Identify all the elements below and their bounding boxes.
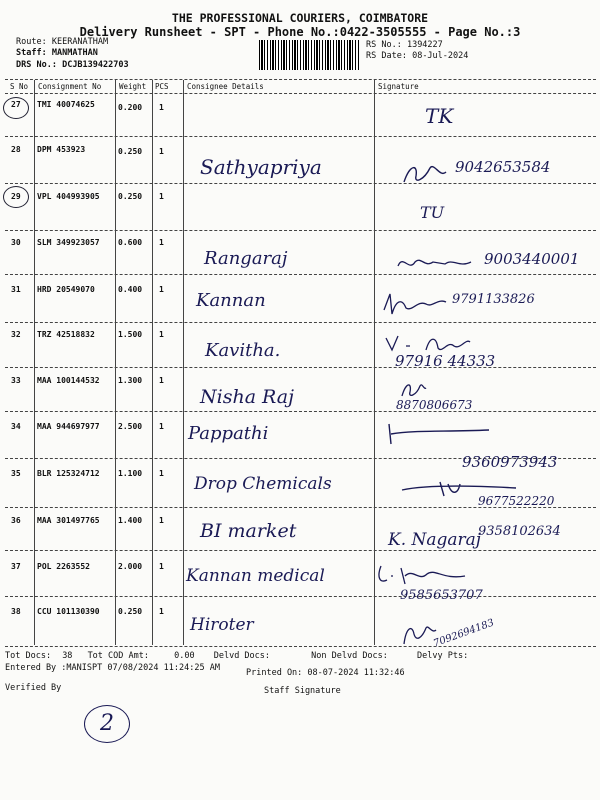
column-divider xyxy=(34,80,35,645)
row-weight: 1.300 xyxy=(118,376,143,385)
row-consignee: Rangaraj xyxy=(204,248,288,269)
row-consignee: Pappathi xyxy=(188,423,269,444)
row-signature: 9791133826 xyxy=(452,292,535,307)
row-weight: 0.600 xyxy=(118,238,143,247)
row-sno: 27 xyxy=(11,100,21,109)
drs-line xyxy=(16,60,129,70)
row-pcs: 1 xyxy=(159,330,164,339)
delvd-docs-label: Delvd Docs: xyxy=(213,651,271,661)
row-signature: TK xyxy=(425,104,454,128)
row-divider xyxy=(5,367,596,368)
row-pcs: 1 xyxy=(159,376,164,385)
col-header-consignee: Consignee Details xyxy=(187,82,264,91)
row-sno: 29 xyxy=(11,192,21,201)
column-divider xyxy=(183,80,184,645)
row-signature: 9585653707 xyxy=(400,588,483,603)
signature-scribble xyxy=(395,252,475,274)
row-sno: 34 xyxy=(11,422,21,431)
row-sno: 28 xyxy=(11,145,21,154)
row-divider xyxy=(5,596,596,597)
row-weight: 2.000 xyxy=(118,562,143,571)
row-pcs: 1 xyxy=(159,238,164,247)
rs-date-label: RS Date: xyxy=(366,51,407,61)
row-signature: K. Nagaraj xyxy=(388,530,482,550)
col-header-weight: Weight xyxy=(119,82,147,91)
row-weight: 0.400 xyxy=(118,285,143,294)
row-pcs: 1 xyxy=(159,516,164,525)
col-header-signature: Signature xyxy=(378,82,419,91)
verified-by: Verified By xyxy=(5,683,62,693)
row-sno: 31 xyxy=(11,285,21,294)
signature-scribble xyxy=(380,290,450,320)
table-header-rule xyxy=(5,93,596,94)
row-pcs: 1 xyxy=(159,607,164,616)
row-consignee: Hiroter xyxy=(190,615,254,635)
handwritten-number: 2 xyxy=(100,711,114,736)
row-sno: 37 xyxy=(11,562,21,571)
row-pcs: 1 xyxy=(159,469,164,478)
route-value: KEERANATHAM xyxy=(51,37,109,47)
row-divider xyxy=(5,230,596,231)
row-pcs: 1 xyxy=(159,285,164,294)
tot-cod-value: 0.00 xyxy=(174,651,195,661)
row-signature: TU xyxy=(420,203,445,222)
table-top-rule xyxy=(5,79,596,80)
rs-no-value: 1394227 xyxy=(406,40,443,50)
row-weight: 1.400 xyxy=(118,516,143,525)
rs-date-line xyxy=(366,51,468,61)
row-divider xyxy=(5,411,596,412)
row-pcs: 1 xyxy=(159,147,164,156)
signature-scribble xyxy=(375,562,470,588)
delvy-pts-label: Delvy Pts: xyxy=(417,651,469,661)
row-signature: 97916 44333 xyxy=(395,352,496,370)
footer-totals xyxy=(5,651,468,661)
row-divider xyxy=(5,322,596,323)
row-consignee: BI market xyxy=(200,520,297,542)
row-consignment-no: VPL 404993905 xyxy=(37,192,100,201)
signature-scribble xyxy=(385,420,495,448)
row-consignment-no: SLM 349923057 xyxy=(37,238,100,247)
signature-scribble xyxy=(382,332,472,354)
drs-value: DCJB139422703 xyxy=(62,60,129,70)
row-divider xyxy=(5,183,596,184)
row-weight: 0.250 xyxy=(118,147,143,156)
row-divider xyxy=(5,136,596,137)
row-consignment-no: POL 2263552 xyxy=(37,562,90,571)
row-consignment-no: MAA 944697977 xyxy=(37,422,100,431)
row-sno: 35 xyxy=(11,469,21,478)
staff-value: MANMATHAN xyxy=(51,48,98,58)
tot-docs-value: 38 xyxy=(62,651,73,661)
row-consignment-no: DPM 453923 xyxy=(37,145,86,154)
route-line xyxy=(16,37,108,47)
printed-on: Printed On: 08-07-2024 11:32:46 xyxy=(246,668,405,678)
row-pcs: 1 xyxy=(159,422,164,431)
rs-no-label: RS No.: xyxy=(366,40,402,50)
column-divider xyxy=(374,80,375,645)
col-header-sno: S No xyxy=(10,82,29,91)
runsheet-subtitle: Delivery Runsheet - SPT - Phone No.:0422-3505555 - Page No.:3 xyxy=(79,25,521,39)
row-divider xyxy=(5,274,596,275)
row-consignment-no: TRZ 42518832 xyxy=(37,330,95,339)
row-consignment-no: TMI 40074625 xyxy=(37,100,95,109)
handwritten-phone: 9358102634 xyxy=(478,524,561,539)
handwritten-phone: 9677522220 xyxy=(478,494,555,508)
circled-page-mark xyxy=(84,705,130,743)
row-weight: 1.100 xyxy=(118,469,143,478)
rs-date-value: 08-Jul-2024 xyxy=(412,51,469,61)
row-sno: 36 xyxy=(11,516,21,525)
row-signature: 9003440001 xyxy=(484,250,580,268)
company-title: THE PROFESSIONAL COURIERS, COIMBATORE xyxy=(171,11,429,25)
column-divider xyxy=(152,80,153,645)
row-sno: 32 xyxy=(11,330,21,339)
row-sno: 33 xyxy=(11,376,21,385)
row-consignment-no: BLR 125324712 xyxy=(37,469,100,478)
row-consignment-no: MAA 100144532 xyxy=(37,376,100,385)
signature-scribble xyxy=(400,160,450,188)
barcode-image xyxy=(259,40,360,70)
row-consignment-no: MAA 301497765 xyxy=(37,516,100,525)
table-bottom-rule xyxy=(5,646,596,647)
row-sno: 38 xyxy=(11,607,21,616)
row-weight: 1.500 xyxy=(118,330,143,339)
row-weight: 0.250 xyxy=(118,607,143,616)
col-header-pcs: PCS xyxy=(155,82,169,91)
non-delvd-docs-label: Non Delvd Docs: xyxy=(311,651,388,661)
drs-label: DRS No.: xyxy=(16,60,57,70)
staff-line xyxy=(16,48,98,58)
entered-by: Entered By :MANISPT 07/08/2024 11:24:25 AM xyxy=(5,663,220,673)
tot-docs-label: Tot Docs: xyxy=(5,651,52,661)
row-pcs: 1 xyxy=(159,562,164,571)
row-consignee: Kavitha. xyxy=(205,340,281,361)
row-pcs: 1 xyxy=(159,103,164,112)
staff-label: Staff: xyxy=(16,48,47,58)
row-consignment-no: HRD 20549070 xyxy=(37,285,95,294)
route-label: Route: xyxy=(16,37,47,47)
column-divider xyxy=(115,80,116,645)
row-consignment-no: CCU 101130390 xyxy=(37,607,100,616)
row-weight: 2.500 xyxy=(118,422,143,431)
col-header-consignment: Consignment No xyxy=(38,82,102,91)
row-consignee: Sathyapriya xyxy=(200,155,322,179)
row-consignee: Kannan xyxy=(196,290,266,311)
tot-cod-label: Tot COD Amt: xyxy=(87,651,149,661)
row-weight: 0.250 xyxy=(118,192,143,201)
row-signature: 7092694183 xyxy=(432,617,496,650)
row-sno: 30 xyxy=(11,238,21,247)
staff-signature-label: Staff Signature xyxy=(264,686,341,696)
rs-no-line xyxy=(366,40,443,50)
row-signature: 9042653584 xyxy=(455,158,551,176)
row-consignee: Kannan medical xyxy=(186,566,325,586)
row-divider xyxy=(5,550,596,551)
row-weight: 0.200 xyxy=(118,103,143,112)
row-signature: 9360973943 xyxy=(462,453,558,471)
row-pcs: 1 xyxy=(159,192,164,201)
row-consignee: Drop Chemicals xyxy=(194,474,332,494)
signature-scribble xyxy=(398,378,428,400)
row-signature: 8870806673 xyxy=(396,398,473,412)
row-consignee: Nisha Raj xyxy=(200,386,295,408)
